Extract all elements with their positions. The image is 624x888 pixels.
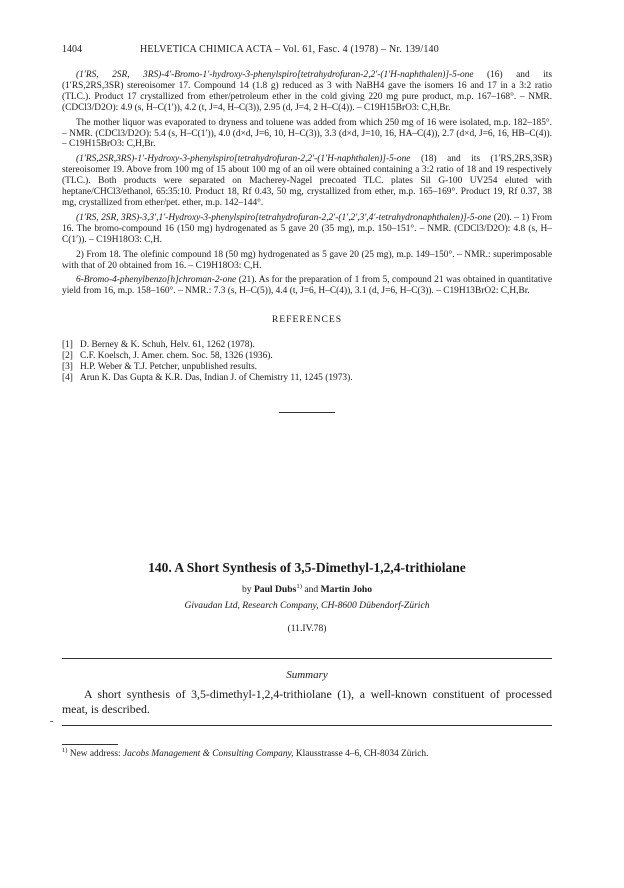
footnote-mark: 1) — [62, 746, 68, 754]
author-name: Martin Joho — [320, 584, 373, 595]
reference-item — [62, 373, 552, 384]
margin-mark — [50, 721, 53, 722]
paragraph — [62, 213, 552, 246]
paragraph — [62, 70, 552, 114]
author-name: Paul Dubs — [253, 584, 297, 595]
page-number: 1404 — [62, 44, 82, 55]
reference-text: D. Berney & K. Schuh, Helv. 61, 1262 (1978). — [80, 340, 255, 351]
paragraph-text: (20). – 1) From 16. The bromo-compound 16 (150 mg) hydrogenated as 5 gave 20 (35 mg), m.p. 150–151°. – NMR. (CDCl3/D2O): 4.8 (s, H–C(1′)). – C19H18O3: C,H. — [62, 212, 553, 245]
affiliation: Givaudan Ltd, Research Company, CH-8600 Dübendorf-Zürich — [184, 600, 430, 611]
reference-item — [62, 340, 552, 351]
paragraph-text: 2) From 18. The olefinic compound 18 (50 mg) hydrogenated as 5 gave 20 (25 mg), m.p. 149–150°. – NMR.: superimposable with that of 20 obtained from 16. – C19H18O3: C,H. — [62, 249, 552, 271]
reference-text: C.F. Koelsch, J. Amer. chem. Soc. 58, 1326 (1936). — [80, 351, 273, 362]
reference-text: H.P. Weber & T.J. Petcher, unpublished results. — [80, 361, 257, 372]
article-authors — [62, 584, 552, 595]
footnote-address: Klausstrasse 4–6, CH-8034 Zürich. — [293, 749, 429, 759]
footnote-marker[interactable]: 1) — [296, 582, 302, 590]
reference-text: Arun K. Das Gupta & K.R. Das, Indian J. of Chemistry 11, 1245 (1973). — [80, 372, 353, 383]
summary-top-rule — [62, 658, 552, 659]
compound-heading: (1′RS, 2SR, 3RS)-4′-Bromo-1′-hydroxy-3-phenylspiro[tetrahydrofuran-2,2′-(1′H-naphthalen)]-5-one — [76, 70, 474, 80]
paragraph-text: (18) and its (1′RS,2RS,3SR) stereoisomer 19. Above from 100 mg of 15 about 100 mg of an oil were obtained containing a 3:2 ratio of 18 and 19 respectively (TLC.). Both products were separated on Macherey-Nagel precoated TLC. plates Sil G-100 UV254 eluted with heptane/CHCl3/ethanol, 65:35:10. Product 18, Rf 0.43, 50 mg, crystallized from ether, m.p. 165–169°. Product 19, Rf 0.37, 38 mg, crystallized from ether/pet. ether, m.p. 142–144°. — [62, 154, 552, 208]
compound-heading: (1′RS,2SR,3RS)-1′-Hydroxy-3-phenylspiro[tetrahydrofuran-2,2′-(1′H-naphthalen)]-5-one — [76, 154, 411, 165]
compound-heading: (1′RS, 2SR, 3RS)-3,3′,1′-Hydroxy-3-phenylspiro[tetrahydrofuran-2,2′-(1′,2′,3′,4′-tetrahydronaphthalen)]-5-one — [76, 212, 492, 223]
footnote-label: New address: — [69, 749, 123, 759]
compound-heading: 6-Bromo-4-phenylbenzo[h]chroman-2-one — [76, 275, 237, 286]
reference-number: [4] — [62, 372, 73, 383]
section-divider — [279, 412, 335, 413]
footnote — [62, 746, 552, 759]
and-word: and — [304, 584, 319, 595]
running-header — [62, 44, 552, 58]
reference-number: [1] — [62, 340, 73, 351]
reference-item — [62, 362, 552, 373]
footnote-company: Jacobs Management & Consulting Company, — [122, 749, 294, 759]
footnote-rule — [62, 744, 118, 745]
reference-number: [2] — [62, 351, 73, 362]
new-article — [62, 560, 552, 759]
summary-bottom-rule — [62, 725, 552, 726]
paragraph-text: The mother liquor was evaporated to dryness and toluene was added from which 250 mg of 16 were isolated, m.p. 182–185°. – NMR. (CDCl3/D2O): 5.4 (s, H–C(1′)), 4.0 (d×d, J=6, 10, H–C(3)), 3.3 (d×d, J=10, 16, HA–C(4)), 2.7 (d×d, J=6, 16, HB–C(4)). – C19H15BrO3: C,H,Br. — [62, 117, 552, 150]
by-word: by — [241, 584, 252, 595]
paragraph — [62, 118, 552, 151]
paragraph — [62, 250, 552, 272]
summary-heading: Summary — [286, 669, 328, 681]
article-title: 140. A Short Synthesis of 3,5-Dimethyl-1,2,4-trithiolane — [148, 560, 466, 575]
paragraph — [62, 275, 552, 297]
journal-name: HELVETICA CHIMICA ACTA – Vol. 61, Fasc. 4 (1978) – Nr. 139/140 — [140, 44, 439, 55]
received-date: (11.IV.78) — [287, 623, 327, 634]
references-heading: REFERENCES — [271, 314, 343, 326]
paragraph-text: (21). As for the preparation of 1 from 5, compound 21 was obtained in quantitative yield from 16, m.p. 158–160°. – NMR.: 7.3 (s, H–C(5)), 4.4 (t, J=6, H–C(4)), 3.1 (d, J=6, H–C(3)). – C19H13BrO2: C,H,Br. — [62, 275, 552, 297]
article-body — [62, 70, 552, 413]
reference-item — [62, 351, 552, 362]
paragraph-text: (16) and its (1′RS,2RS,3SR) stereoisomer 17. Compound 14 (1.8 g) reduced as 3 with NaBH4 gave the isomers 16 and 17 in a 3:2 ratio (TLC.). Product 17 crystallized from ether/petroleum ether in the cold giving 220 mg pure product, m.p. 167–168°. – NMR. (CDCl3/D2O): 4.9 (s, H–C(1′)), 4.2 (t, J=4, H–C(3)), 2.95 (d, J=4, 2 H–C(4)). – C19H15BrO3: C,H,Br. — [62, 70, 553, 113]
summary-text: A short synthesis of 3,5-dimethyl-1,2,4-trithiolane (1), a well-known constituent of processed meat, is described. — [62, 687, 552, 716]
reference-number: [3] — [62, 361, 73, 372]
paragraph — [62, 154, 552, 209]
